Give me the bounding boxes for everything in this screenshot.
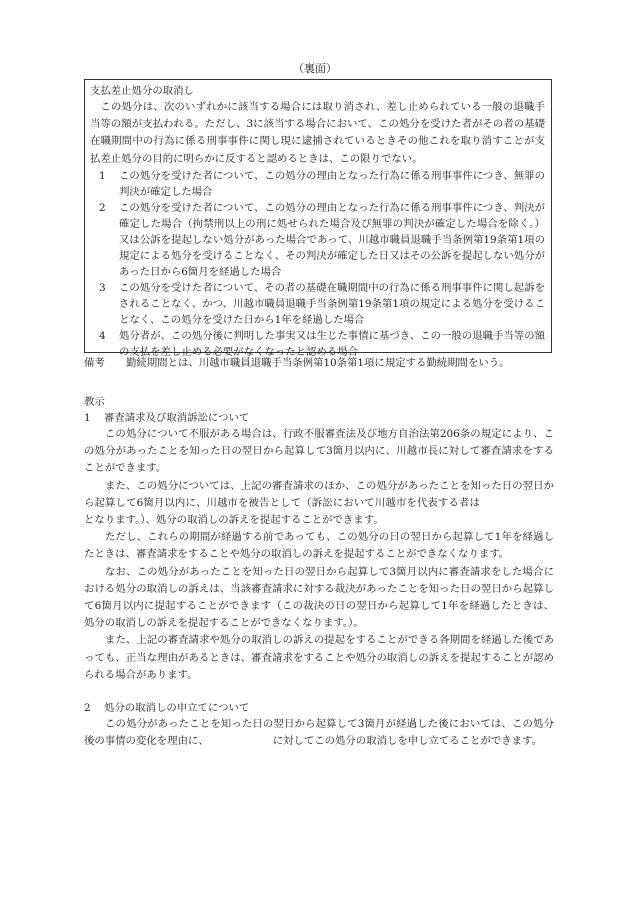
section-number: 2 — [84, 702, 91, 715]
page-side-label: （裏面） — [293, 62, 337, 75]
box-heading: 支払差止処分の取消し — [90, 85, 194, 97]
box-item-2 — [90, 200, 545, 280]
item-text: この処分を受けた者について、その者の基礎在職期間中の行為に係る刑事事件に関し起訴をされることなく、かつ、川越市職員退職手当条例第19条第1項の規定による処分を受けることなく、この処分を受けた日から1年を経過した場合 — [119, 281, 545, 326]
box-item-1 — [90, 168, 545, 200]
section-title-text: 処分の取消しの申立てについて — [104, 702, 250, 715]
section-1-title — [84, 410, 554, 426]
cancellation-box — [84, 79, 552, 358]
remarks — [84, 355, 554, 371]
paragraph-part-b: となります。）、処分の取消しの訴えを提起することができます。 — [84, 514, 384, 527]
item-text: 処分者が、この処分後に判明した事実又は生じた事情に基づき、この一般の退職手当等の額の支払を差し止める必要がなくなったと認める場合 — [119, 329, 545, 358]
paragraph-part-a: また、この処分については、上記の審査請求のほか、この処分があったことを知った日の翌日から起算して6箇月以内に、川越市を被告として（訴訟において川越市を代表する者は — [84, 479, 554, 509]
section-1-paragraph-2 — [84, 478, 554, 530]
item-text: この処分を受けた者について、この処分の理由となった行為に係る刑事事件につき、判決が確定した場合（拘禁刑以上の刑に処せられた場合及び無罪の判決が確定した場合を除く。）又は公訴を提起しない処分があった場合であって、川越市職員退職手当条例第19条第1項の規定による処分を受けることなく、その判決が確定した日又はその公訴を提起しない処分があった日から6箇月を経過した場合 — [119, 201, 545, 278]
section-1-paragraph-1: この処分について不服がある場合は、行政不服審査法及び地方自治法第206条の規定により、この処分があったことを知った日の翌日から起算して3箇月以内に、川越市長に対して審査請求をすることができます。 — [84, 428, 554, 475]
paragraph-part-b: に対してこの処分の取消しを申し立てることができます。 — [272, 735, 543, 748]
item-text: この処分を受けた者について、この処分の理由となった行為に係る刑事事件につき、無罪の判決が確定した場合 — [119, 169, 545, 198]
instruction-title: 教示 — [84, 396, 105, 408]
paragraph-part-a: この処分があったことを知った日の翌日から起算して3箇月が経過した後においては、この処分後の事情の変化を理由に、 — [84, 718, 554, 748]
box-intro: この処分は、次のいずれかに該当する場合には取り消され、差し止められている一般の退職手当等の額が支払われる。ただし、3に該当する場合において、この処分を受けた者がその者の基礎在職期間中の行為に係る刑事事件に関し現に逮捕されているときその他これを取り消すことが支払差止処分の目的に明らかに反すると認めるときは、この限りでない。 — [90, 101, 545, 165]
item-number: 1 — [99, 169, 106, 182]
remarks-label: 備考 — [84, 357, 105, 369]
section-1-paragraph-4: なお、この処分があったことを知った日の翌日から起算して3箇月以内に審査請求をした場合における処分の取消しの訴えは、当該審査請求に対する裁決があったことを知った日の翌日から起算して6箇月以内に提起することができます（この裁決の日の翌日から起算して1年を経過したときは、処分の取消しの訴えを提起することができなくなります。）。 — [84, 565, 554, 630]
box-item-3 — [90, 280, 545, 328]
item-number: 2 — [99, 201, 106, 214]
section-number: 1 — [84, 412, 91, 424]
instruction-section — [84, 394, 554, 750]
section-2-title — [84, 700, 554, 716]
section-title-text: 審査請求及び取消訴訟について — [104, 412, 250, 424]
section-1-paragraph-3: ただし、これらの期間が経過する前であっても、この処分の日の翌日から起算して1年を経過したときは、審査請求をすることや処分の取消しの訴えを提起することができなくなります。 — [84, 531, 554, 561]
section-1-paragraph-5: また、上記の審査請求や処分の取消しの訴えの提起をすることができる各期間を経過した後であっても、正当な理由があるときは、審査請求をすることや処分の取消しの訴えを提起することが認められる場合があります。 — [84, 634, 554, 681]
item-number: 3 — [99, 281, 106, 294]
remarks-text: 勤続期間とは、川越市職員退職手当条例第10条第1項に規定する勤続期間をいう。 — [126, 357, 510, 369]
item-number: 4 — [99, 329, 106, 342]
section-gap — [84, 684, 554, 700]
section-2-paragraph-1 — [84, 716, 554, 750]
